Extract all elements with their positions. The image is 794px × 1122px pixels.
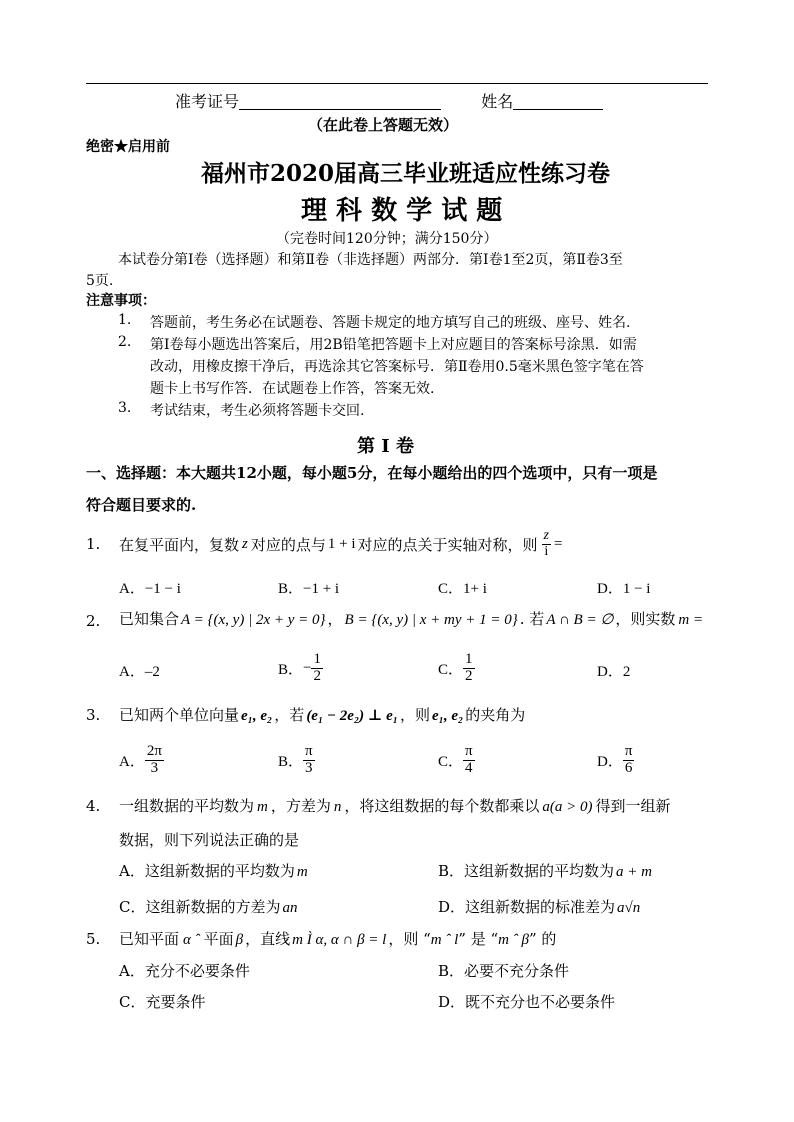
q4-stem-line-2: 数据，则下列说法正确的是 <box>119 831 300 849</box>
top-rule <box>86 83 708 84</box>
section-title: 第 Ⅰ 卷 <box>357 436 414 457</box>
notes-heading: 注意事项： <box>86 293 156 309</box>
q5-stem: 已知平面 α ˆ 平面 β ，直线 m Ì α, α ∩ β = l ，则 “m ˆ l” 是 “m ˆ β” 的 <box>119 930 557 948</box>
q2-number: 2. <box>86 612 101 630</box>
q1-expr: 1 + i <box>327 535 356 552</box>
q1-option-c[interactable]: C．1+ i <box>438 581 487 597</box>
q4-option-c[interactable]: C．这组新数据的方差为 an <box>119 898 298 916</box>
section-heading-line-2: 符合题目要求的. <box>86 496 197 514</box>
q2-condition: A ∩ B = ∅ <box>546 612 614 628</box>
q4-number: 4. <box>86 797 101 815</box>
name-label: 姓名 <box>481 92 514 111</box>
note-1-num: 1. <box>118 312 132 328</box>
exam-id-row <box>175 89 603 112</box>
q5-option-a[interactable]: A．充分不必要条件 <box>119 962 250 980</box>
q2-option-b[interactable]: B． − $\frac{1}{2}$ <box>278 650 321 684</box>
q4-option-b[interactable]: B．这组新数据的平均数为 a + m <box>438 862 652 880</box>
q2-set-b: B = {(x, y) | x + my + 1 = 0} <box>344 612 518 628</box>
q1-var-z: z <box>242 535 248 552</box>
exam-id-blank[interactable] <box>239 93 441 110</box>
q2-option-d[interactable]: D．2 <box>597 664 631 680</box>
q3-option-a[interactable]: A． $\frac{2\pi}{3}$ <box>119 742 162 776</box>
note-2-line-3: 题卡上书写作答．在试题卷上作答，答案无效. <box>150 381 435 397</box>
q3-number: 3. <box>86 706 101 724</box>
q1-option-b[interactable]: B．−1 + i <box>278 581 340 597</box>
q2-var-m: m = <box>678 612 704 628</box>
invalid-note: （在此卷上答题无效） <box>308 116 459 134</box>
page-title: 福州市2020届高三毕业班适应性练习卷 <box>201 160 611 187</box>
q5-option-d[interactable]: D．既不充分也不必要条件 <box>438 993 616 1011</box>
q3-vectors-2: e₁, e₂ <box>431 708 464 724</box>
intro-line-1: 本试卷分第Ⅰ卷（选择题）和第Ⅱ卷（非选择题）两部分．第Ⅰ卷1至2页，第Ⅱ卷3至 <box>118 252 623 268</box>
q3-option-d[interactable]: D． $\frac{\pi}{6}$ <box>597 742 633 776</box>
note-3-num: 3. <box>118 400 132 416</box>
note-3-text: 考试结束，考生必须将答题卡交回. <box>150 403 365 419</box>
q4-condition: a(a > 0) <box>542 799 593 815</box>
note-2-num: 2. <box>118 334 132 350</box>
q2-option-a[interactable]: A．–2 <box>119 664 160 680</box>
time-note: （完卷时间120分钟；满分150分） <box>276 231 498 247</box>
q3-stem: 已知两个单位向量 e₁, e₂ ，若 (e₁ − 2e₂) ⊥ e₁ ，则 e₁, e₂ 的夹角为 <box>119 706 526 724</box>
q2-option-c[interactable]: C． $\frac{1}{2}$ <box>438 650 473 684</box>
q1-option-d[interactable]: D．1 − i <box>597 581 651 597</box>
q2-stem: 已知集合 A = {(x, y) | 2x + y = 0} ， B = {(x, y) | x + my + 1 = 0} . 若 A ∩ B = ∅ ，则实数 m = <box>119 610 704 628</box>
q1-fraction: $\frac{z}{i}$ <box>543 527 549 559</box>
q3-option-b[interactable]: B． $\frac{\pi}{3}$ <box>278 742 313 776</box>
q4-stem-line-1: 一组数据的平均数为 m ，方差为 n ，将这组数据的每个数都乘以 a(a > 0) 得到一组新 <box>119 797 671 815</box>
secret-mark: 绝密★启用前 <box>86 139 170 155</box>
q5-option-b[interactable]: B．必要不充分条件 <box>438 962 570 980</box>
note-2-line-1: 第Ⅰ卷每小题选出答案后，用2B铅笔把答题卡上对应题目的答案标号涂黑．如需 <box>150 337 637 353</box>
subject-title: 理 科 数 学 试 题 <box>301 196 503 226</box>
q4-option-a[interactable]: A．这组新数据的平均数为 m <box>119 862 308 880</box>
exam-id-label: 准考证号 <box>175 92 240 111</box>
section-heading-line-1: 一、选择题：本大题共12小题，每小题5分，在每小题给出的四个选项中，只有一项是 <box>86 464 658 482</box>
name-blank[interactable] <box>513 93 603 110</box>
q1-number: 1. <box>86 535 101 553</box>
intro-line-2: 5页. <box>86 273 114 289</box>
q4-option-d[interactable]: D．这组新数据的标准差为 a√n <box>438 898 641 916</box>
q5-option-c[interactable]: C．充要条件 <box>119 993 206 1011</box>
q2-set-a: A = {(x, y) | 2x + y = 0} <box>181 612 326 628</box>
q1-option-a[interactable]: A．−1 − i <box>119 581 181 597</box>
q3-vectors: e₁, e₂ <box>241 708 273 724</box>
note-2-line-2: 改动，用橡皮擦干净后，再选涂其它答案标号．第Ⅱ卷用0.5毫米黑色签字笔在答 <box>150 359 644 375</box>
q1-stem: 在复平面内，复数 z 对应的点与 1 + i 对应的点关于实轴对称，则 $\frac{z}{i}$ = <box>119 527 563 559</box>
q3-option-c[interactable]: C． $\frac{\pi}{4}$ <box>438 742 473 776</box>
q5-number: 5. <box>86 930 101 948</box>
note-1-text: 答题前，考生务必在试题卷、答题卡规定的地方填写自己的班级、座号、姓名. <box>150 315 631 331</box>
q3-condition: (e₁ − 2e₂) ⊥ e₁ <box>306 708 398 724</box>
